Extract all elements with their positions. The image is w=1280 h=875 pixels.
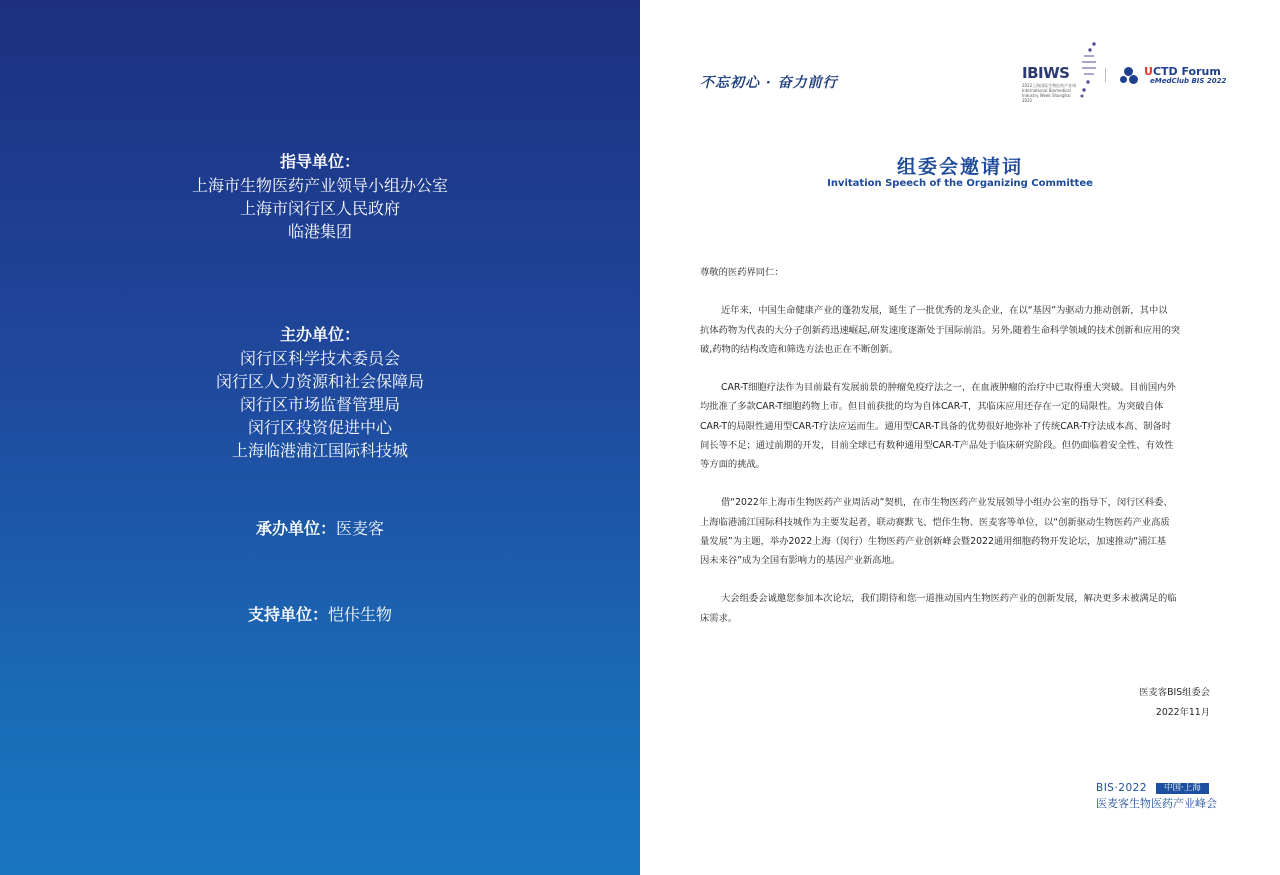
footer-name: 医麦客生物医药产业峰会 bbox=[1096, 797, 1217, 810]
uctd-logo bbox=[1120, 65, 1230, 89]
greeting: 尊敬的医药界同仁： bbox=[700, 267, 784, 278]
organizer-unit bbox=[0, 517, 640, 541]
organizer-value: 医麦客 bbox=[336, 519, 385, 538]
signature: 医麦客BIS组委会 bbox=[1139, 687, 1210, 698]
uctd-sub: eMedClub BIS 2022 bbox=[1150, 77, 1227, 85]
guide-unit: 临港集团 bbox=[287, 222, 352, 241]
paragraph-line: 近年来，中国生命健康产业的蓬勃发展，诞生了一批优秀的龙头企业，在以“基因”为驱动力推动创新，其中以 bbox=[721, 305, 1168, 317]
host-unit: 闵行区市场监督管理局 bbox=[239, 395, 400, 414]
support-value: 恺佧生物 bbox=[328, 605, 393, 624]
paragraph bbox=[700, 589, 1215, 627]
footer-code: BIS·2022 bbox=[1096, 782, 1148, 794]
guide-heading: 指导单位： bbox=[279, 152, 360, 171]
paragraph-line: 大会组委会诚邀您参加本次论坛，我们期待和您一道推动国内生物医药产业的创新发展，解决更多未被满足的临 bbox=[721, 593, 1177, 605]
paragraph-line: 借“2022年上海市生物医药产业周活动”契机，在市生物医药产业发展领导小组办公室的指导下，闵行区科委、 bbox=[721, 497, 1173, 509]
logo-divider bbox=[1105, 68, 1106, 82]
paragraph-line: 床需求。 bbox=[700, 612, 738, 624]
paragraph bbox=[700, 493, 1215, 570]
page-title: 组委会邀请词 bbox=[896, 156, 1023, 178]
footer-logo bbox=[1096, 782, 1217, 811]
paragraph bbox=[700, 378, 1215, 474]
paragraph-line: 间长等不足；通过前期的开发，目前全球已有数种通用型CAR-T产品处于临床研究阶段。但仍面临着安全性、有效性 bbox=[700, 439, 1174, 451]
page-subtitle: Invitation Speech of the Organizing Committee bbox=[827, 178, 1093, 189]
paragraph-line: CAR-T细胞疗法作为目前最有发展前景的肿瘤免疫疗法之一，在血液肿瘤的治疗中已取得重大突破。目前国内外 bbox=[721, 382, 1176, 394]
guide-unit: 上海市闵行区人民政府 bbox=[239, 199, 400, 218]
organizer-heading: 承办单位： bbox=[255, 519, 336, 538]
right-panel bbox=[640, 0, 1280, 875]
paragraph-line: 破,药物的结构改造和筛选方法也正在不断创新。 bbox=[700, 343, 899, 355]
date: 2022年11月 bbox=[1155, 707, 1210, 718]
paragraph-line: CAR-T的局限性通用型CAR-T疗法应运而生。通用型CAR-T具备的优势很好地弥补了传统CAR-T疗法成本高、制备时 bbox=[700, 420, 1172, 432]
paragraph-line: 抗体药物为代表的大分子创新药迅速崛起,研发速度逐渐处于国际前沿。另外,随着生命科学领域的技术创新和应用的突 bbox=[700, 324, 1181, 336]
paragraph bbox=[700, 301, 1215, 359]
support-unit bbox=[0, 603, 640, 627]
letter-body bbox=[700, 263, 1215, 647]
uctd-name: CTD Forum bbox=[1152, 65, 1221, 78]
guide-units bbox=[0, 150, 640, 243]
slogan: 不忘初心 · 奋力前行 bbox=[700, 75, 838, 91]
host-heading: 主办单位： bbox=[279, 325, 360, 344]
host-units bbox=[0, 323, 640, 462]
paragraph-line: 等方面的挑战。 bbox=[700, 459, 766, 470]
support-heading: 支持单位： bbox=[247, 605, 328, 624]
footer-location-tag: 中国·上海 bbox=[1156, 783, 1209, 794]
host-unit: 上海临港浦江国际科技城 bbox=[231, 441, 408, 460]
uctd-u: U bbox=[1144, 65, 1153, 78]
paragraph-line: 因未来谷”成为全国有影响力的基因产业新高地。 bbox=[700, 555, 901, 566]
paragraph-line: 上海临港浦江国际科技城作为主要发起者，联动赛默飞、恺佧生物、医麦客等单位，以“创新驱动生物医药产业高质 bbox=[700, 516, 1170, 528]
ibiws-logo bbox=[1022, 40, 1104, 103]
host-unit: 闵行区科学技术委员会 bbox=[239, 349, 400, 368]
host-unit: 闵行区投资促进中心 bbox=[247, 418, 392, 437]
host-unit: 闵行区人力资源和社会保障局 bbox=[215, 372, 424, 391]
paragraph-line: 均批准了多款CAR-T细胞药物上市。但目前获批的均为自体CAR-T，其临床应用还存在一定的局限性。为突破自体 bbox=[700, 401, 1164, 413]
ibiws-sub: 2022上海国际生物医药产业周 International Biomedical Industry Week Shanghai 2022 bbox=[1022, 83, 1077, 103]
paragraph-line: 量发展”为主题，举办2022上海（闵行）生物医药产业创新峰会暨2022通用细胞药物开发论坛，加速推动“浦江基 bbox=[700, 535, 1167, 547]
ibiws-name: IBIWS bbox=[1022, 64, 1070, 82]
guide-unit: 上海市生物医药产业领导小组办公室 bbox=[191, 176, 448, 195]
